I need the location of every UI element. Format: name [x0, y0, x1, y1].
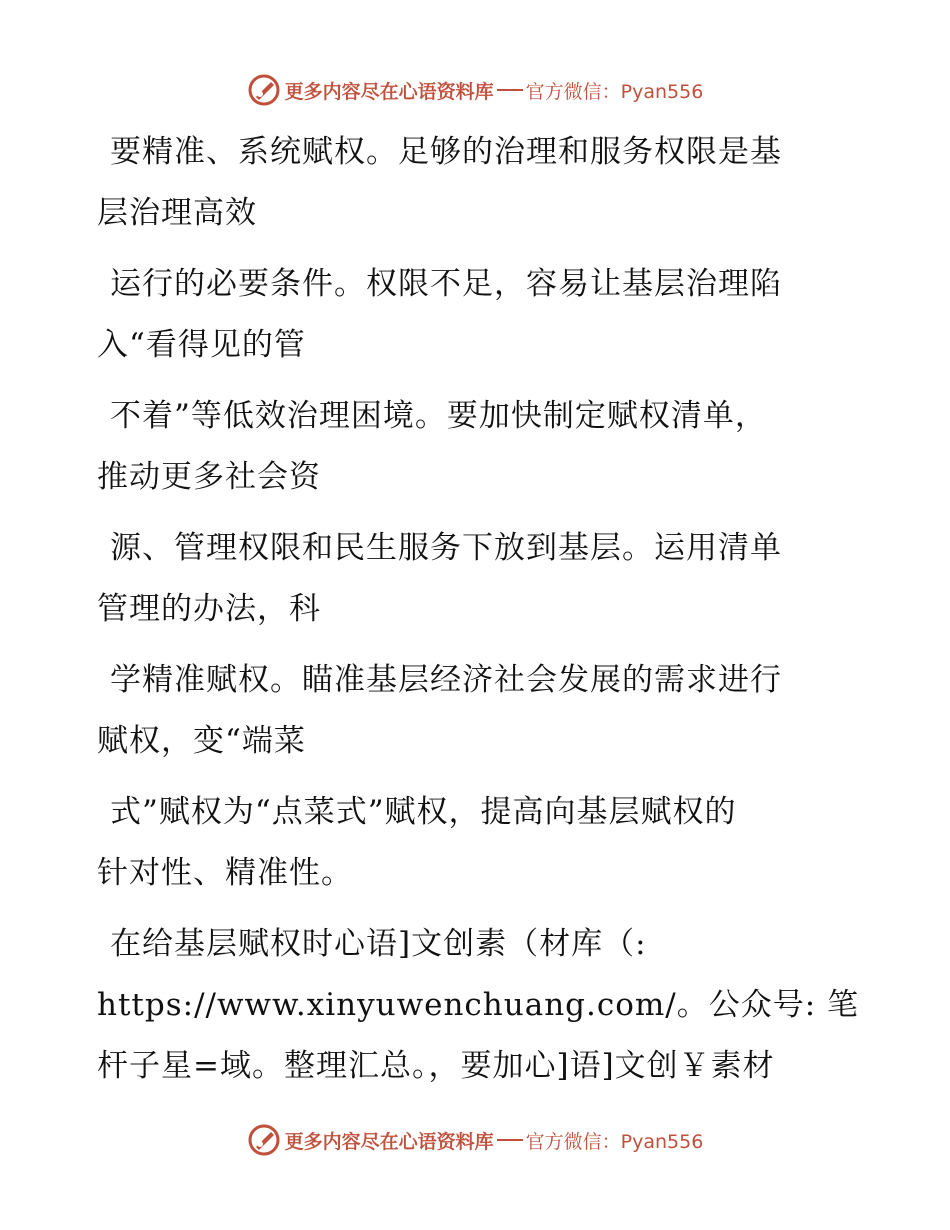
paragraph-line: 不着”等低效治理困境。要加快制定赋权清单，	[110, 398, 767, 434]
paragraph-5	[97, 650, 837, 772]
paragraph-line: 推动更多社会资	[97, 459, 321, 495]
paragraph-line: 运行的必要条件。权限不足，容易让基层治理陷	[110, 266, 782, 302]
paragraph-7	[97, 914, 860, 1097]
header-banner	[0, 70, 950, 110]
paragraph-1	[97, 122, 837, 244]
paragraph-line: 学精准赋权。瞄准基层经济社会发展的需求进行	[110, 662, 782, 698]
paragraph-line: 入“看得见的管	[97, 327, 306, 363]
header-dash	[497, 89, 523, 91]
document-body	[97, 122, 860, 1097]
footer-title: 更多内容尽在心语资料库	[284, 1130, 494, 1153]
paragraph-3	[97, 386, 837, 508]
paragraph-4	[97, 518, 837, 640]
footer-banner	[0, 1120, 950, 1160]
paragraph-2	[97, 254, 837, 376]
brand-logo-icon	[247, 73, 281, 107]
paragraph-6	[97, 782, 837, 904]
paragraph-line: 针对性、精准性。	[97, 855, 353, 891]
paragraph-line: 要精准、系统赋权。足够的治理和服务权限是基	[110, 134, 782, 170]
header-contact: 官方微信：Pyan556	[525, 80, 704, 103]
paragraph-line: 源、管理权限和民生服务下放到基层。运用清单	[110, 530, 782, 566]
paragraph-line: 式”赋权为“点菜式”赋权，提高向基层赋权的	[110, 794, 737, 830]
paragraph-line-url: https://www.xinyuwenchuang.com/。公众号: 笔	[97, 987, 860, 1023]
paragraph-line: 层治理高效	[97, 195, 257, 231]
paragraph-line: 在给基层赋权时心语]文创素（材库（:	[110, 926, 647, 962]
footer-contact: 官方微信：Pyan556	[525, 1130, 704, 1153]
brand-logo-icon	[247, 1123, 281, 1157]
paragraph-line: 管理的办法，科	[97, 591, 321, 627]
paragraph-line: 赋权，变“端菜	[97, 723, 306, 759]
footer-dash	[497, 1139, 523, 1141]
header-title: 更多内容尽在心语资料库	[284, 80, 494, 103]
paragraph-line: 杆子星=域。整理汇总。，要加心]语]文创￥素材	[97, 1048, 775, 1084]
